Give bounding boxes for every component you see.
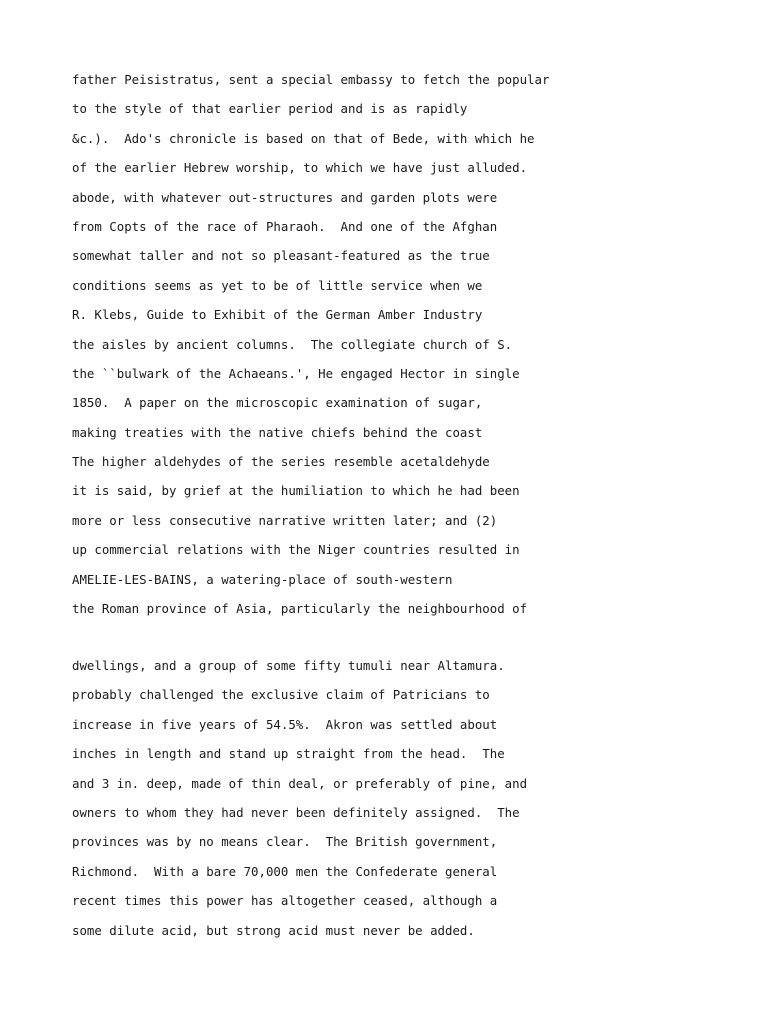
- text-line: recent times this power has altogether ceased, although a: [72, 893, 498, 909]
- text-line: making treaties with the native chiefs behind the coast: [72, 424, 483, 440]
- text-line: The higher aldehydes of the series resemble acetaldehyde: [72, 454, 490, 470]
- text-line: AMELIE-LES-BAINS, a watering-place of south-western: [72, 571, 453, 587]
- text-line: probably challenged the exclusive claim of Patricians to: [72, 687, 490, 703]
- text-line: inches in length and stand up straight from the head. The: [72, 746, 505, 762]
- text-line: abode, with whatever out-structures and garden plots were: [72, 189, 498, 205]
- paragraph-1: [72, 70, 752, 628]
- text-line: conditions seems as yet to be of little service when we: [72, 277, 483, 293]
- text-line: it is said, by grief at the humiliation to which he had been: [72, 483, 520, 499]
- text-line: &c.). Ado's chronicle is based on that of Bede, with which he: [72, 130, 535, 146]
- text-line: and 3 in. deep, made of thin deal, or preferably of pine, and: [72, 775, 528, 791]
- text-line: 1850. A paper on the microscopic examination of sugar,: [72, 395, 483, 411]
- text-line: of the earlier Hebrew worship, to which we have just alluded.: [72, 160, 528, 176]
- text-line: dwellings, and a group of some fifty tumuli near Altamura.: [72, 658, 505, 673]
- text-line: from Copts of the race of Pharaoh. And one of the Afghan: [72, 218, 498, 234]
- text-line: Richmond. With a bare 70,000 men the Confederate general: [72, 863, 498, 879]
- text-line: more or less consecutive narrative written later; and (2): [72, 512, 498, 528]
- text-line: the Roman province of Asia, particularly the neighbourhood of: [72, 601, 528, 617]
- text-line: the ``bulwark of the Achaeans.', He engaged Hector in single: [72, 365, 520, 381]
- text-line: to the style of that earlier period and is as rapidly: [72, 101, 468, 117]
- text-line: R. Klebs, Guide to Exhibit of the German Amber Industry: [72, 307, 483, 323]
- text-line: increase in five years of 54.5%. Akron was settled about: [72, 716, 498, 732]
- text-line: owners to whom they had never been definitely assigned. The: [72, 804, 520, 820]
- text-line: provinces was by no means clear. The British government,: [72, 834, 498, 850]
- text-line: up commercial relations with the Niger countries resulted in: [72, 542, 520, 558]
- text-line: father Peisistratus, sent a special embassy to fetch the popular: [72, 72, 550, 87]
- text-line: some dilute acid, but strong acid must never be added.: [72, 922, 475, 938]
- text-line: the aisles by ancient columns. The collegiate church of S.: [72, 336, 513, 352]
- paragraph-2: [72, 656, 752, 950]
- text-line: somewhat taller and not so pleasant-featured as the true: [72, 248, 490, 264]
